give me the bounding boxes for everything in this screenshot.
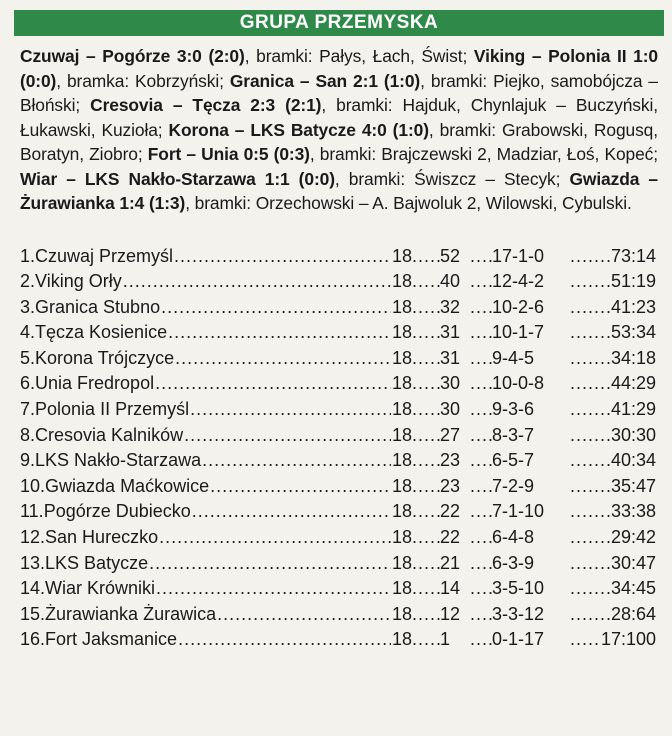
team-name: LKS Batycze [45,552,149,573]
team-position: 1. [20,245,36,266]
dot-leader [412,474,440,500]
goals: 53:34 [610,322,656,343]
points: 30 [440,373,461,394]
goals: 34:18 [610,347,656,368]
match-scorers: , bramki: Pałys, Łach, Świst; [244,46,474,66]
team-name: Pogórze Dubiecko [43,501,191,522]
team-position: 11. [20,501,44,522]
points: 52 [440,245,461,266]
table-row [20,499,656,525]
dot-leader [155,371,391,397]
table-row [20,525,656,551]
team-name: Korona Trójczyce [35,347,175,368]
goals: 41:23 [610,296,656,317]
dot-leader [412,499,440,525]
match-scorers: , bramki: Hajduk, Chynlajuk – Buczyński, Łukawski, Kuzioła; [20,95,658,140]
points: 1 [440,629,451,650]
goals: 30:30 [610,424,656,445]
points: 21 [440,552,461,573]
dot-leader [470,525,492,551]
team-name: Żurawianka Żurawica [45,603,217,624]
dot-leader [570,474,611,500]
table-row [20,397,656,423]
games-played: 18 [392,527,413,548]
dot-leader [570,602,611,628]
dot-leader [149,551,391,577]
games-played: 18 [392,475,413,496]
match-score: Korona – LKS Batycze 4:0 (1:0) [168,119,429,140]
dot-leader [412,423,440,449]
win-draw-loss: 10-0-8 [492,373,545,394]
dot-leader [470,269,492,295]
team-position: 4. [20,322,36,343]
goals: 40:34 [610,450,656,471]
dot-leader [570,551,611,577]
points: 22 [440,527,461,548]
dot-leader [412,448,440,474]
goals: 17:100 [600,629,656,650]
dot-leader [412,371,440,397]
games-played: 18 [392,296,413,317]
match-score: Gwiazda – Żurawianka 1:4 (1:3) [20,168,658,213]
dot-leader [470,244,492,270]
match-scorers: , bramki: Świszcz – Stecyk; [334,168,570,189]
team-position: 10. [20,475,46,496]
dot-leader [470,397,492,423]
dot-leader [412,397,440,423]
win-draw-loss: 10-2-6 [492,296,545,317]
games-played: 18 [392,552,413,573]
goals: 29:42 [610,527,656,548]
match-score: Fort – Unia 0:5 (0:3) [147,144,310,164]
table-row [20,346,656,372]
dot-leader [192,499,391,525]
dot-leader [184,423,391,449]
match-score: Granica – San 2:1 (1:0) [229,70,421,91]
dot-leader [470,371,492,397]
win-draw-loss: 9-3-6 [492,399,535,420]
dot-leader [202,448,391,474]
dot-leader [470,576,492,602]
team-name: Cresovia Kalników [35,424,184,445]
table-row [20,269,656,295]
dot-leader [412,525,440,551]
team-name: Viking Orły [35,271,122,292]
points: 40 [440,271,461,292]
table-row [20,423,656,449]
points: 23 [440,475,461,496]
win-draw-loss: 12-4-2 [492,271,545,292]
dot-leader [412,602,440,628]
dot-leader [412,346,440,372]
team-name: Tęcza Kosienice [35,322,168,343]
table-row [20,474,656,500]
table-row [20,244,656,270]
games-played: 18 [392,578,413,599]
goals: 34:45 [610,578,656,599]
win-draw-loss: 10-1-7 [492,322,545,343]
dot-leader [470,448,492,474]
team-position: 2. [20,271,36,292]
win-draw-loss: 17-1-0 [492,245,545,266]
match-score: Czuwaj – Pogórze 3:0 (2:0) [20,46,245,66]
goals: 51:19 [610,271,656,292]
team-name: Polonia II Przemyśl [35,399,190,420]
games-played: 18 [392,501,413,522]
points: 14 [440,578,461,599]
goals: 28:64 [610,603,656,624]
dot-leader [470,499,492,525]
team-position: 8. [20,424,36,445]
table-row [20,448,656,474]
dot-leader [123,269,391,295]
dot-leader [412,320,440,346]
games-played: 18 [392,603,413,624]
dot-leader [159,525,391,551]
team-position: 9. [20,450,36,471]
dot-leader [470,295,492,321]
dot-leader [210,474,391,500]
win-draw-loss: 6-4-8 [492,527,535,548]
dot-leader [178,627,391,653]
dot-leader [470,320,492,346]
dot-leader [217,602,391,628]
win-draw-loss: 7-1-10 [492,501,545,522]
points: 23 [440,450,461,471]
games-played: 18 [392,373,413,394]
dot-leader [412,627,440,653]
dot-leader [412,295,440,321]
table-row [20,576,656,602]
match-scorers: , bramki: Grabowski, Rogusq, Boratyn, Ziobro; [20,119,658,164]
dot-leader [470,602,492,628]
dot-leader [470,474,492,500]
dot-leader [470,346,492,372]
table-row [20,602,656,628]
dot-leader [175,346,391,372]
match-scorers: , bramki: Orzechowski – A. Bajwoluk 2, Wilowski, Cybulski. [185,193,632,213]
dot-leader [156,576,391,602]
win-draw-loss: 3-5-10 [492,578,545,599]
team-name: Wiar Krówniki [45,578,156,599]
points: 30 [440,399,461,420]
team-name: Unia Fredropol [35,373,155,394]
table-row [20,295,656,321]
table-row [20,320,656,346]
win-draw-loss: 6-5-7 [492,450,535,471]
points: 31 [440,322,461,343]
team-position: 7. [20,399,36,420]
goals: 33:38 [610,501,656,522]
goals: 41:29 [610,399,656,420]
points: 31 [440,347,461,368]
dot-leader [412,244,440,270]
team-position: 3. [20,296,36,317]
points: 32 [440,296,461,317]
games-played: 18 [392,450,413,471]
match-score: Viking – Polonia II 1:0 (0:0) [20,46,659,91]
dot-leader [570,576,611,602]
goals: 35:47 [610,475,656,496]
dot-leader [190,397,391,423]
team-name: LKS Nakło-Starzawa [35,450,202,471]
dot-leader [470,627,492,653]
games-played: 18 [392,399,413,420]
goals: 30:47 [610,552,656,573]
match-score: Wiar – LKS Nakło-Starzawa 1:1 (0:0) [20,168,335,189]
table-row [20,371,656,397]
games-played: 18 [392,245,413,266]
team-name: Fort Jaksmanice [45,629,178,650]
match-scorers: , bramka: Kobrzyński; [56,70,230,91]
dot-leader [412,551,440,577]
dot-leader [168,320,391,346]
table-row [20,551,656,577]
dot-leader [570,525,611,551]
team-name: Gwiazda Maćkowice [45,475,210,496]
team-position: 16. [20,629,46,650]
win-draw-loss: 7-2-9 [492,475,535,496]
match-score: Cresovia – Tęcza 2:3 (2:1) [90,95,322,115]
match-results [20,44,658,216]
dot-leader [570,371,611,397]
games-played: 18 [392,629,413,650]
dot-leader [470,423,492,449]
team-name: Granica Stubno [35,296,161,317]
dot-leader [570,346,611,372]
dot-leader [570,295,611,321]
team-position: 5. [20,347,36,368]
dot-leader [570,627,601,653]
team-name: San Hureczko [45,527,159,548]
win-draw-loss: 6-3-9 [492,552,535,573]
dot-leader [412,576,440,602]
win-draw-loss: 9-4-5 [492,347,535,368]
team-position: 13. [20,552,46,573]
team-position: 6. [20,373,36,394]
team-position: 12. [20,527,46,548]
dot-leader [470,551,492,577]
match-scorers: , bramki: Piejko, samobójcza – Błoński; [20,70,658,115]
team-name: Czuwaj Przemyśl [35,245,174,266]
dot-leader [570,448,611,474]
dot-leader [174,244,391,270]
table-row [20,627,656,653]
dot-leader [570,244,611,270]
win-draw-loss: 0-1-17 [492,629,545,650]
team-position: 15. [20,603,46,624]
goals: 73:14 [610,245,656,266]
points: 27 [440,424,461,445]
games-played: 18 [392,424,413,445]
win-draw-loss: 3-3-12 [492,603,545,624]
dot-leader [412,269,440,295]
points: 12 [440,603,461,624]
dot-leader [570,397,611,423]
section-title: GRUPA PRZEMYSKA [14,10,664,36]
standings-table [20,244,656,654]
dot-leader [570,499,611,525]
match-scorers: , bramki: Brajczewski 2, Madziar, Łoś, Kopeć; [309,144,658,164]
dot-leader [570,269,611,295]
dot-leader [570,320,611,346]
goals: 44:29 [610,373,656,394]
dot-leader [570,423,611,449]
team-position: 14. [20,578,46,599]
dot-leader [161,295,391,321]
games-played: 18 [392,322,413,343]
games-played: 18 [392,347,413,368]
games-played: 18 [392,271,413,292]
win-draw-loss: 8-3-7 [492,424,535,445]
points: 22 [440,501,461,522]
